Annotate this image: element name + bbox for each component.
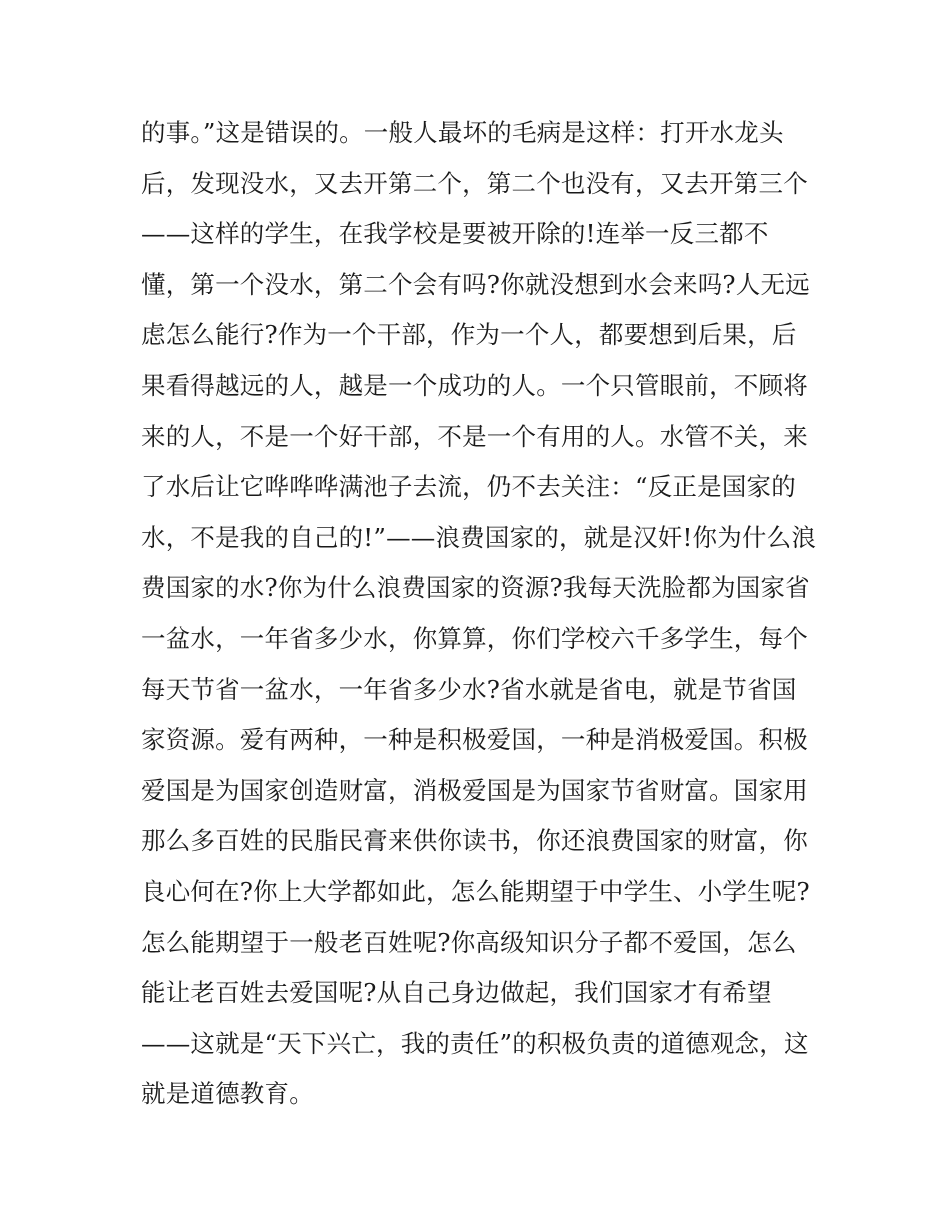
text-line: 来的人，不是一个好干部，不是一个有用的人。水管不关，来 (141, 421, 808, 451)
text-line: 一盆水，一年省多少水，你算算，你们学校六千多学生，每个 (141, 623, 808, 653)
text-line: 每天节省一盆水，一年省多少水?省水就是省电，就是节省国 (141, 674, 797, 704)
text-line: 懂，第一个没水，第二个会有吗?你就没想到水会来吗?人无远 (141, 269, 810, 299)
text-line: 的事。”这是错误的。一般人最坏的毛病是这样：打开水龙头 (141, 118, 784, 147)
text-line: ——这样的学生，在我学校是要被开除的!连举一反三都不 (141, 219, 769, 249)
text-line: 水，不是我的自己的!”——浪费国家的，就是汉奸!你为什么浪 (141, 522, 817, 552)
text-line: ——这就是“天下兴亡，我的责任”的积极负责的道德观念，这 (141, 1028, 809, 1058)
text-line: 虑怎么能行?作为一个干部，作为一个人，都要想到后果，后 (141, 320, 797, 350)
text-line: 后，发现没水，又去开第二个，第二个也没有，又去开第三个 (141, 168, 808, 198)
text-line: 果看得越远的人，越是一个成功的人。一个只管眼前，不顾将 (141, 370, 808, 400)
text-line: 能让老百姓去爱国呢?从自己身边做起，我们国家才有希望 (141, 978, 772, 1008)
text-line: 了水后让它哗哗哗满池子去流，仍不去关注：“反正是国家的 (141, 472, 796, 502)
text-line: 怎么能期望于一般老百姓呢?你高级知识分子都不爱国，怎么 (141, 927, 797, 957)
text-line: 家资源。爱有两种，一种是积极爱国，一种是消极爱国。积极 (141, 725, 808, 755)
text-line: 就是道德教育。 (141, 1079, 314, 1109)
body-paragraph (141, 108, 821, 1120)
text-line: 那么多百姓的民脂民膏来供你读书，你还浪费国家的财富，你 (141, 826, 808, 856)
text-line: 爱国是为国家创造财富，消极爱国是为国家节省财富。国家用 (141, 775, 808, 805)
text-line: 费国家的水?你为什么浪费国家的资源?我每天洗脸都为国家省 (141, 573, 810, 603)
text-line: 良心何在?你上大学都如此，怎么能期望于中学生、小学生呢? (141, 876, 810, 906)
